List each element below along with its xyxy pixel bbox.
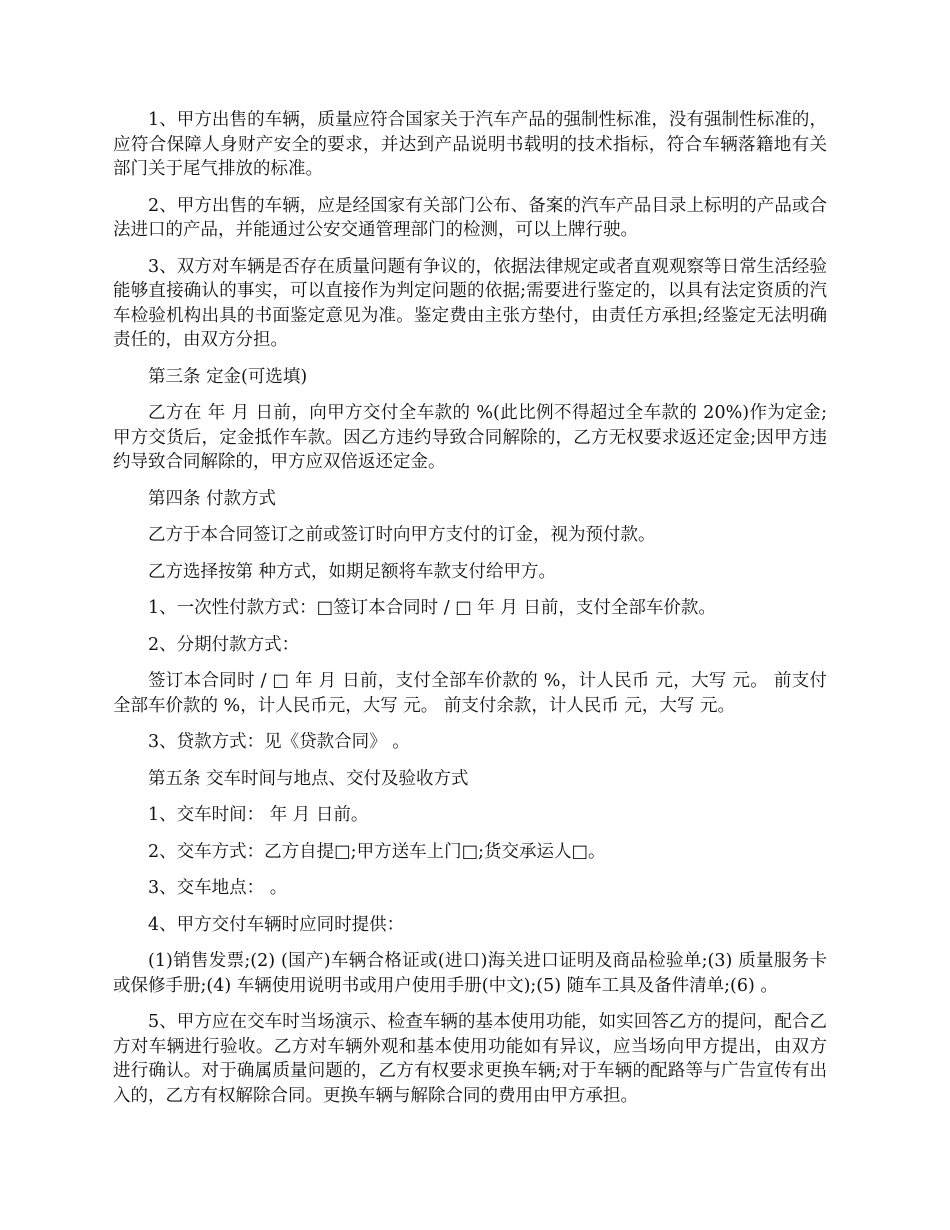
clause-loan-payment: 3、贷款方式：见《贷款合同》 。 [148,732,410,752]
article-5-heading: 第五条 交车时间与地点、交付及验收方式 [148,768,469,789]
clause-lump-sum-payment: 1、一次性付款方式：□签订本合同时 / □ 年 月 日前，支付全部车价款。 [148,598,716,618]
clause-quality-dispute: 3、双方对车辆是否存在质量问题有争议的，依据法律规定或者直观观察等日常生活经验能够直接确认的事实，可以直接作为判定问题的依据;需要进行鉴定的，以具有法定资质的汽车检验机构出具的书面鉴定意见为准。鉴定费由主张方垫付，由责任方承担;经鉴定无法明确责任的，由双方分担。 [113,256,827,350]
clause-payment-choice: 乙方选择按第 种方式，如期足额将车款支付给甲方。 [148,561,557,582]
document-page [113,108,827,1120]
clause-delivery-documents-list: (1)销售发票;(2) (国产)车辆合格证或(进口)海关进口证明及商品检验单;(3) 质量服务卡或保修手册;(4) 车辆使用说明书或用户使用手册(中文);(5) 随车工具及备件清单;(6) 。 [113,951,827,996]
clause-delivery-method: 2、交车方式：乙方自提□;甲方送车上门□;货交承运人□。 [148,841,606,862]
article-3-heading: 第三条 定金(可选填) [148,366,308,387]
clause-delivery-time: 1、交车时间： 年 月 日前。 [148,805,369,825]
clause-deposit: 乙方在 年 月 日前，向甲方交付全车款的 %(此比例不得超过全车款的 20%)作为定金;甲方交货后，定金抵作车款。因乙方违约导致合同解除的，乙方无权要求返还定金;因甲方违约导致合同解除的，甲方应双倍返还定金。 [113,403,827,472]
clause-inspection-acceptance: 5、甲方应在交车时当场演示、检查车辆的基本使用功能，如实回答乙方的提问，配合乙方对车辆进行验收。乙方对车辆外观和基本使用功能如有异议，应当场向甲方提出，由双方进行确认。对于确属质量问题的，乙方有权要求更换车辆;对于车辆的配路等与广告宣传有出入的，乙方有权解除合同。更换车辆与解除合同的费用由甲方承担。 [113,1012,827,1106]
clause-prepayment: 乙方于本合同签订之前或签订时向甲方支付的订金，视为预付款。 [148,525,656,545]
clause-delivery-place: 3、交车地点： 。 [148,878,288,898]
clause-installment-heading: 2、分期付款方式： [148,634,300,655]
clause-delivery-documents-heading: 4、甲方交付车辆时应同时提供： [148,914,405,935]
clause-installment-details: 签订本合同时 / □ 年 月 日前，支付全部车价款的 %，计人民币 元，大写 元。 前支付全部车价款的 %，计人民币元，大写 元。 前支付余款，计人民币 元，大写 元。 [113,671,827,716]
article-4-heading: 第四条 付款方式 [148,488,277,509]
clause-quality-standard: 1、甲方出售的车辆，质量应符合国家关于汽车产品的强制性标准，没有强制性标准的，应符合保障人身财产安全的要求，并达到产品说明书载明的技术指标，符合车辆落籍地有关部门关于尾气排放的标准。 [113,110,827,179]
clause-product-catalog: 2、甲方出售的车辆，应是经国家有关部门公布、备案的汽车产品目录上标明的产品或合法进口的产品，并能通过公安交通管理部门的检测，可以上牌行驶。 [113,195,827,240]
